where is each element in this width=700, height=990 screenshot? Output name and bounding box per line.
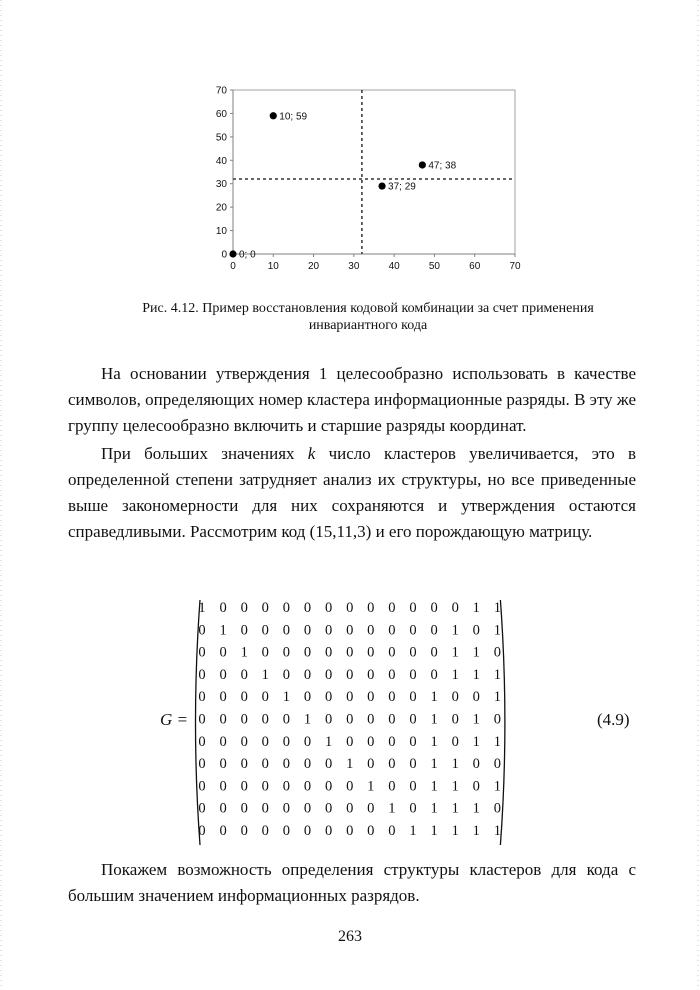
matrix-cell: 1 bbox=[388, 800, 396, 817]
matrix-cell: 1 bbox=[493, 733, 502, 750]
matrix-cell: 0 bbox=[367, 733, 375, 750]
matrix-cell: 0 bbox=[346, 666, 354, 683]
matrix-cell: 0 bbox=[240, 711, 248, 728]
matrix-cell: 0 bbox=[219, 644, 227, 661]
matrix-cell: 1 bbox=[346, 756, 354, 773]
matrix-cell: 0 bbox=[261, 733, 269, 750]
matrix-cell: 0 bbox=[303, 622, 312, 639]
matrix-cell: 0 bbox=[324, 600, 333, 616]
matrix-cell: 0 bbox=[198, 733, 206, 750]
matrix-cell: 0 bbox=[388, 711, 396, 728]
matrix-cell: 1 bbox=[493, 622, 502, 639]
matrix-cell: 0 bbox=[346, 733, 354, 750]
matrix-cell: 0 bbox=[367, 600, 375, 616]
matrix-cell: 0 bbox=[493, 644, 502, 661]
matrix-cell: 0 bbox=[472, 622, 480, 639]
matrix-cell: 0 bbox=[282, 756, 291, 773]
matrix-cell: 0 bbox=[282, 800, 291, 817]
matrix-cell: 1 bbox=[472, 666, 480, 683]
matrix-cell: 0 bbox=[451, 733, 459, 750]
matrix-cell: 0 bbox=[261, 800, 269, 817]
matrix-cell: 0 bbox=[430, 644, 438, 661]
matrix-cell: 0 bbox=[367, 622, 375, 639]
matrix-cell: 0 bbox=[367, 689, 375, 706]
matrix-cell: 0 bbox=[303, 666, 312, 683]
matrix-cell: 0 bbox=[409, 756, 417, 773]
matrix-right-paren bbox=[500, 600, 505, 845]
matrix-cell: 0 bbox=[282, 778, 291, 795]
matrix-cell: 1 bbox=[303, 711, 312, 728]
matrix-cell: 0 bbox=[409, 800, 417, 817]
matrix-cell: 1 bbox=[430, 711, 438, 728]
y-tick-label: 50 bbox=[215, 132, 227, 144]
data-point-label: 10; 59 bbox=[279, 111, 308, 123]
paragraph-2-start: При больших значениях bbox=[101, 444, 308, 463]
matrix-cell: 0 bbox=[388, 756, 396, 773]
y-tick-label: 10 bbox=[215, 226, 227, 238]
matrix-cell: 0 bbox=[219, 733, 227, 750]
matrix-cell: 0 bbox=[261, 689, 269, 706]
matrix-cell: 0 bbox=[388, 622, 396, 639]
matrix-cell: 0 bbox=[303, 733, 312, 750]
matrix-cell: 0 bbox=[388, 600, 396, 616]
y-tick-label: 40 bbox=[215, 155, 227, 167]
matrix-cell: 0 bbox=[198, 711, 206, 728]
matrix-cell: 0 bbox=[198, 756, 206, 773]
x-tick-label: 50 bbox=[428, 261, 440, 272]
matrix-cell: 0 bbox=[198, 800, 206, 817]
matrix-cell: 0 bbox=[388, 778, 396, 795]
y-tick-label: 0 bbox=[221, 249, 227, 261]
matrix-cell: 0 bbox=[409, 711, 417, 728]
matrix-cell: 0 bbox=[451, 711, 459, 728]
matrix-cell: 1 bbox=[472, 600, 480, 616]
matrix-cell: 0 bbox=[409, 600, 417, 616]
matrix-cell: 0 bbox=[346, 689, 354, 706]
matrix-cell: 1 bbox=[472, 800, 480, 817]
data-point-label: 47; 38 bbox=[428, 160, 457, 172]
matrix-cell: 0 bbox=[493, 800, 502, 817]
matrix-cell: 0 bbox=[430, 666, 438, 683]
matrix-cell: 1 bbox=[409, 823, 417, 839]
matrix-cell: 0 bbox=[282, 823, 291, 839]
matrix-cell: 1 bbox=[367, 778, 375, 795]
matrix-cell: 0 bbox=[198, 622, 206, 639]
matrix-cell: 0 bbox=[261, 711, 269, 728]
x-tick-label: 10 bbox=[267, 261, 279, 272]
variable-k: k bbox=[307, 444, 316, 463]
matrix-cell: 0 bbox=[198, 666, 206, 683]
matrix-cell: 0 bbox=[282, 733, 291, 750]
matrix-cell: 0 bbox=[367, 800, 375, 817]
matrix-cell: 1 bbox=[430, 689, 438, 706]
matrix-cell: 0 bbox=[493, 711, 502, 728]
matrix-cell: 1 bbox=[282, 689, 291, 706]
matrix-cell: 1 bbox=[451, 823, 459, 839]
matrix-cell: 0 bbox=[303, 644, 312, 661]
matrix-cell: 0 bbox=[324, 622, 333, 639]
x-tick-label: 60 bbox=[469, 261, 481, 272]
matrix-cell: 1 bbox=[324, 733, 333, 750]
data-point bbox=[229, 250, 236, 257]
matrix-cell: 0 bbox=[346, 644, 354, 661]
matrix-cell: 0 bbox=[219, 666, 227, 683]
data-point bbox=[270, 112, 277, 119]
matrix-cell: 0 bbox=[409, 733, 417, 750]
x-tick-label: 0 bbox=[230, 261, 236, 272]
matrix-cell: 1 bbox=[493, 778, 502, 795]
matrix-cell: 0 bbox=[472, 689, 480, 706]
y-tick-label: 20 bbox=[215, 202, 227, 214]
data-point-label: 0; 0 bbox=[239, 249, 256, 261]
matrix-cell: 0 bbox=[493, 756, 502, 773]
matrix-cell: 0 bbox=[430, 622, 438, 639]
matrix-cell: 0 bbox=[261, 600, 269, 616]
data-point bbox=[378, 182, 385, 189]
matrix-cell: 0 bbox=[219, 756, 227, 773]
matrix-cell: 0 bbox=[409, 622, 417, 639]
matrix-cell: 0 bbox=[324, 644, 333, 661]
y-tick-label: 60 bbox=[215, 108, 227, 120]
matrix-cell: 0 bbox=[388, 823, 396, 839]
data-point bbox=[419, 161, 426, 168]
paragraph-1: На основании утверждения 1 целесообразно использовать в качестве символов, определяющих номер кластера информационные разряды. В эту же группу целесообразно включить и старшие разряды координат. bbox=[68, 364, 636, 435]
matrix-cell: 0 bbox=[219, 823, 227, 839]
matrix-cell: 0 bbox=[367, 644, 375, 661]
matrix-cell: 1 bbox=[451, 800, 459, 817]
matrix-cell: 0 bbox=[261, 823, 269, 839]
matrix-cell: 1 bbox=[472, 644, 480, 661]
matrix-cell: 0 bbox=[324, 756, 333, 773]
matrix-cell: 0 bbox=[240, 622, 248, 639]
matrix-cell: 0 bbox=[198, 823, 206, 839]
matrix-cell: 0 bbox=[409, 778, 417, 795]
matrix-cell: 0 bbox=[346, 800, 354, 817]
matrix-cell: 0 bbox=[240, 800, 248, 817]
matrix-cell: 0 bbox=[282, 600, 291, 616]
matrix-cell: 0 bbox=[324, 689, 333, 706]
generator-matrix bbox=[160, 596, 530, 851]
matrix-cell: 1 bbox=[261, 666, 269, 683]
matrix-cell: 0 bbox=[240, 600, 248, 616]
matrix-cell: 0 bbox=[261, 644, 269, 661]
matrix-cell: 0 bbox=[303, 689, 312, 706]
matrix-cell: 0 bbox=[346, 823, 354, 839]
matrix-cell: 1 bbox=[451, 644, 459, 661]
matrix-cell: 0 bbox=[198, 644, 206, 661]
y-tick-label: 70 bbox=[215, 85, 227, 97]
matrix-cell: 0 bbox=[240, 823, 248, 839]
matrix-cell: 0 bbox=[430, 600, 438, 616]
matrix-cell: 0 bbox=[388, 666, 396, 683]
matrix-cell: 0 bbox=[451, 689, 459, 706]
matrix-cell: 1 bbox=[493, 666, 502, 683]
x-tick-label: 40 bbox=[388, 261, 400, 272]
matrix-cell: 1 bbox=[493, 823, 502, 839]
matrix-cell: 1 bbox=[430, 778, 438, 795]
y-tick-label: 30 bbox=[215, 179, 227, 191]
matrix-cell: 0 bbox=[409, 689, 417, 706]
matrix-cell: 0 bbox=[261, 778, 269, 795]
matrix-cell: 0 bbox=[303, 823, 312, 839]
matrix-cell: 1 bbox=[430, 823, 438, 839]
matrix-cell: 1 bbox=[472, 823, 480, 839]
matrix-cell: 0 bbox=[388, 733, 396, 750]
matrix-cell: 1 bbox=[472, 711, 480, 728]
matrix-cell: 1 bbox=[240, 644, 248, 661]
matrix-cell: 0 bbox=[198, 689, 206, 706]
matrix-cell: 0 bbox=[303, 756, 312, 773]
matrix-cell: 0 bbox=[282, 622, 291, 639]
matrix-cell: 0 bbox=[219, 711, 227, 728]
matrix-cell: 0 bbox=[346, 622, 354, 639]
matrix-cell: 0 bbox=[472, 778, 480, 795]
x-tick-label: 20 bbox=[308, 261, 320, 272]
x-tick-label: 70 bbox=[509, 261, 521, 272]
matrix-cell: 0 bbox=[367, 666, 375, 683]
matrix-cell: 0 bbox=[346, 711, 354, 728]
scatter-chart bbox=[205, 78, 535, 288]
equation-number: (4.9) bbox=[597, 710, 630, 729]
matrix-cell: 0 bbox=[346, 600, 354, 616]
matrix-cell: 0 bbox=[367, 823, 375, 839]
matrix-cell: 1 bbox=[493, 689, 502, 706]
caption-line-1: Рис. 4.12. Пример восстановления кодовой комбинации за счет применения bbox=[142, 301, 594, 316]
matrix-cell: 1 bbox=[198, 600, 206, 616]
matrix-cell: 1 bbox=[472, 733, 480, 750]
matrix-cell: 0 bbox=[219, 778, 227, 795]
matrix-cell: 0 bbox=[346, 778, 354, 795]
matrix-cell: 0 bbox=[261, 622, 269, 639]
matrix-cell: 1 bbox=[451, 778, 459, 795]
paragraph-3: Покажем возможность определения структуры кластеров для кода с большим значением информационных разрядов. bbox=[68, 860, 636, 905]
matrix-cell: 1 bbox=[451, 756, 459, 773]
scatter-chart-figure bbox=[205, 78, 535, 293]
figure-caption bbox=[98, 300, 638, 334]
matrix-cell: 0 bbox=[388, 644, 396, 661]
caption-line-2: инвариантного кода bbox=[308, 318, 428, 333]
matrix-cell: 0 bbox=[240, 733, 248, 750]
matrix-cell: 1 bbox=[430, 800, 438, 817]
matrix-cell: 1 bbox=[493, 600, 502, 616]
matrix-cell: 1 bbox=[451, 622, 459, 639]
matrix-cell: 0 bbox=[451, 600, 459, 616]
matrix-cell: 0 bbox=[240, 756, 248, 773]
matrix-label: G = bbox=[160, 710, 188, 729]
matrix-cell: 1 bbox=[451, 666, 459, 683]
x-tick-label: 30 bbox=[348, 261, 360, 272]
matrix-cell: 0 bbox=[367, 756, 375, 773]
matrix-cell: 0 bbox=[282, 644, 291, 661]
matrix-cell: 1 bbox=[430, 756, 438, 773]
matrix-cell: 0 bbox=[282, 711, 291, 728]
matrix-cell: 0 bbox=[261, 756, 269, 773]
matrix-cell: 0 bbox=[324, 778, 333, 795]
matrix-cell: 0 bbox=[367, 711, 375, 728]
matrix-cell: 0 bbox=[324, 711, 333, 728]
page-number: 263 bbox=[338, 928, 362, 945]
matrix-cell: 1 bbox=[430, 733, 438, 750]
generator-matrix-svg bbox=[160, 596, 530, 846]
matrix-cell: 0 bbox=[303, 800, 312, 817]
matrix-cell: 0 bbox=[409, 666, 417, 683]
matrix-cell: 0 bbox=[324, 823, 333, 839]
matrix-cell: 0 bbox=[282, 666, 291, 683]
matrix-cell: 0 bbox=[303, 778, 312, 795]
matrix-cell: 0 bbox=[219, 800, 227, 817]
paragraph-2-end: число кластеров увеличивается, это в определенной степени затрудняет анализ их структуры, но все приведенные выше закономерности для них сохраняются и утверждения остаются справедливыми. Рассмотрим код (15,11,3) и его порождающую матрицу. bbox=[68, 444, 636, 541]
matrix-cell: 0 bbox=[240, 778, 248, 795]
matrix-cell: 0 bbox=[198, 778, 206, 795]
matrix-cell: 0 bbox=[240, 666, 248, 683]
matrix-cell: 0 bbox=[219, 600, 227, 616]
matrix-cell: 0 bbox=[240, 689, 248, 706]
paragraph-2 bbox=[68, 441, 636, 545]
matrix-cell: 0 bbox=[303, 600, 312, 616]
matrix-cell: 1 bbox=[219, 622, 227, 639]
matrix-cell: 0 bbox=[324, 666, 333, 683]
matrix-cell: 0 bbox=[388, 689, 396, 706]
matrix-cell: 0 bbox=[324, 800, 333, 817]
data-point-label: 37; 29 bbox=[388, 181, 416, 193]
matrix-cell: 0 bbox=[409, 644, 417, 661]
matrix-cell: 0 bbox=[472, 756, 480, 773]
matrix-cell: 0 bbox=[219, 689, 227, 706]
